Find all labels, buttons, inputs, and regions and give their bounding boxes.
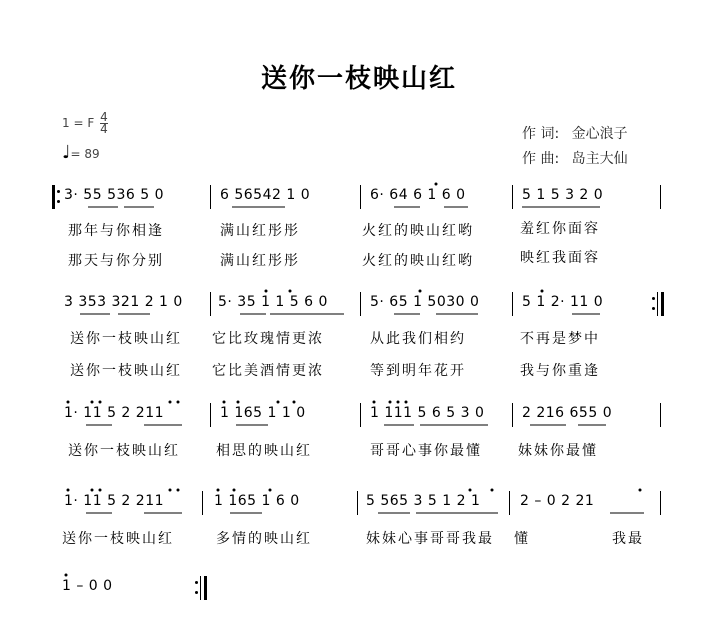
lyric-verse1: 满山红彤彤 bbox=[220, 223, 300, 239]
lyric-verse2: 送你一枝映山红 bbox=[70, 363, 182, 379]
lyric-verse2: 火红的映山红哟 bbox=[362, 253, 474, 269]
lyric-verse1: 那年与你相逢 bbox=[68, 223, 164, 239]
measure: 1· 11 5 2 211 bbox=[64, 405, 165, 421]
lyric-verse2: 它比美酒情更浓 bbox=[212, 363, 324, 379]
measure: 1 165 1 6 0 bbox=[214, 493, 300, 509]
lyric-verse1: 妹妹你最懂 bbox=[518, 443, 598, 459]
measure: 6 56542 1 0 bbox=[220, 187, 311, 203]
measure: 6· 64 6 1 6 0 bbox=[370, 187, 466, 203]
measure: 2 – 0 2 21 bbox=[520, 493, 595, 509]
time-sig-bottom: 4 bbox=[100, 122, 108, 136]
measure: 2 216 655 0 bbox=[522, 405, 613, 421]
lyric-verse1: 懂 bbox=[514, 531, 530, 547]
lyric-verse2: 那天与你分别 bbox=[68, 253, 164, 269]
lyric-verse1: 它比玫瑰情更浓 bbox=[212, 331, 324, 347]
measure: 3· 55 536 5 0 bbox=[64, 187, 165, 203]
measure: 1 – 0 0 bbox=[62, 578, 113, 594]
lyric-verse1: 妹妹心事哥哥我最 bbox=[366, 531, 494, 547]
key-label: 1 = F bbox=[62, 116, 95, 130]
measure: 3 353 321 2 1 0 bbox=[64, 294, 183, 310]
lyricist-name: 金心浪子 bbox=[571, 126, 628, 142]
lyric-verse1: 相思的映山红 bbox=[216, 443, 312, 459]
lyric-verse1: 送你一枝映山红 bbox=[68, 443, 180, 459]
lyric-verse1: 从此我们相约 bbox=[370, 331, 466, 347]
measure: 5 1 5 3 2 0 bbox=[522, 187, 604, 203]
quarter-note-icon: ♩ bbox=[62, 142, 71, 163]
lyric-verse2: 等到明年花开 bbox=[370, 363, 466, 379]
lyric-verse1: 羞红你面容 bbox=[520, 221, 600, 237]
lyric-verse1: 火红的映山红哟 bbox=[362, 223, 474, 239]
lyric-verse1: 送你一枝映山红 bbox=[62, 531, 174, 547]
measure: 1 165 1 1 0 bbox=[220, 405, 306, 421]
lyric-verse1: 哥哥心事你最懂 bbox=[370, 443, 482, 459]
lyric-verse1: 多情的映山红 bbox=[216, 531, 312, 547]
song-title: 送你一枝映山红 bbox=[260, 64, 457, 94]
tempo-value: = 89 bbox=[70, 147, 100, 161]
measure: 5 565 3 5 1 2 1 bbox=[366, 493, 481, 509]
measure: 1 111 5 6 5 3 0 bbox=[370, 405, 485, 421]
lyric-verse2: 映红我面容 bbox=[520, 250, 600, 266]
composer-name: 岛主大仙 bbox=[571, 151, 628, 167]
lyric-verse1: 我最 bbox=[612, 531, 644, 547]
measure: 5· 65 1 5030 0 bbox=[370, 294, 480, 310]
time-sig-top: 4 bbox=[100, 110, 108, 124]
lyric-verse1: 送你一枝映山红 bbox=[70, 331, 182, 347]
lyric-verse1: 不再是梦中 bbox=[520, 331, 600, 347]
measure: 5 1 2· 11 0 bbox=[522, 294, 604, 310]
measure: 1· 11 5 2 211 bbox=[64, 493, 165, 509]
measure: 5· 35 1 1 5 6 0 bbox=[218, 294, 328, 310]
lyricist-label: 作 词: bbox=[522, 126, 560, 142]
lyric-verse2: 满山红彤彤 bbox=[220, 253, 300, 269]
lyric-verse2: 我与你重逢 bbox=[520, 363, 600, 379]
composer-label: 作 曲: bbox=[522, 151, 560, 167]
